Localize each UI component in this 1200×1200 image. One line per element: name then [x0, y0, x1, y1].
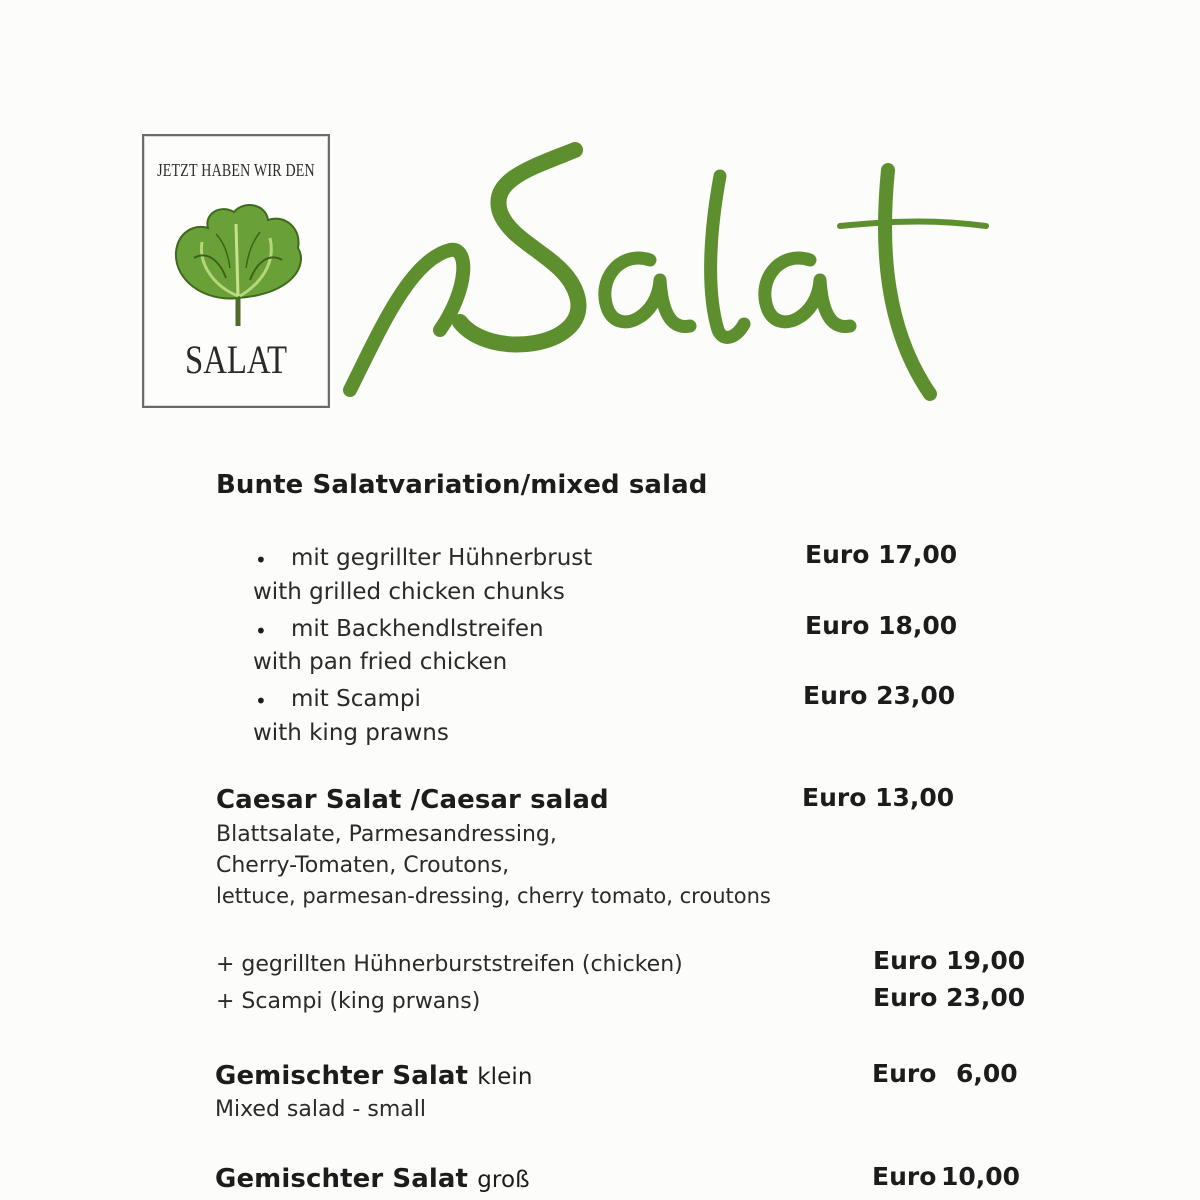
mixed-large-price-value: 10,00: [941, 1162, 1021, 1191]
mixed-large-size: groß: [477, 1167, 530, 1193]
lettuce-icon: [164, 198, 312, 330]
caesar-desc-line-2: Cherry-Tomaten, Croutons,: [216, 853, 510, 878]
caesar-heading: Caesar Salat /Caesar salad: [216, 785, 609, 815]
bullet-3: •: [255, 689, 267, 713]
caesar-addon-2-price: Euro 23,00: [873, 983, 1026, 1012]
mixed-small-desc: Mixed salad - small: [215, 1097, 426, 1122]
logo-bottom-text: SALAT: [184, 337, 288, 382]
mixed-small-price-label: Euro: [872, 1059, 937, 1088]
mixed-small-size: klein: [477, 1064, 533, 1090]
caesar-addon-1: + gegrillten Hühnerburststreifen (chicken): [216, 952, 683, 977]
caesar-desc-line-3: lettuce, parmesan-dressing, cherry tomato, croutons: [216, 884, 771, 908]
logo-top-text: JETZT HABEN WIR DEN: [157, 162, 315, 181]
salat-script-title: [340, 140, 1000, 410]
option-3-en: with king prawns: [253, 720, 449, 746]
mixed-small-price-value: 6,00: [956, 1059, 1018, 1088]
option-3-de: mit Scampi: [291, 686, 421, 712]
bullet-2: •: [255, 619, 267, 643]
salat-logo-card: [142, 134, 330, 408]
option-3-price: Euro 23,00: [803, 681, 956, 710]
option-2-en: with pan fried chicken: [253, 649, 508, 675]
option-2-price: Euro 18,00: [805, 611, 958, 640]
option-1-price: Euro 17,00: [805, 540, 958, 569]
mixed-large-price-label: Euro: [872, 1162, 937, 1191]
caesar-addon-2: + Scampi (king prwans): [216, 989, 481, 1014]
caesar-desc-line-1: Blattsalate, Parmesandressing,: [216, 822, 557, 847]
bullet-1: •: [255, 548, 267, 572]
option-1-de: mit gegrillter Hühnerbrust: [291, 545, 593, 571]
mixed-large-title: Gemischter Salat: [215, 1164, 469, 1194]
mixed-small-heading: [215, 1061, 533, 1091]
option-2-de: mit Backhendlstreifen: [291, 616, 544, 642]
mixed-large-heading: [215, 1164, 530, 1194]
mixed-small-title: Gemischter Salat: [215, 1061, 469, 1091]
option-1-en: with grilled chicken chunks: [253, 579, 565, 605]
caesar-addon-1-price: Euro 19,00: [873, 946, 1026, 975]
mixed-salad-heading: Bunte Salatvariation/mixed salad: [216, 470, 708, 500]
caesar-price: Euro 13,00: [802, 783, 955, 812]
